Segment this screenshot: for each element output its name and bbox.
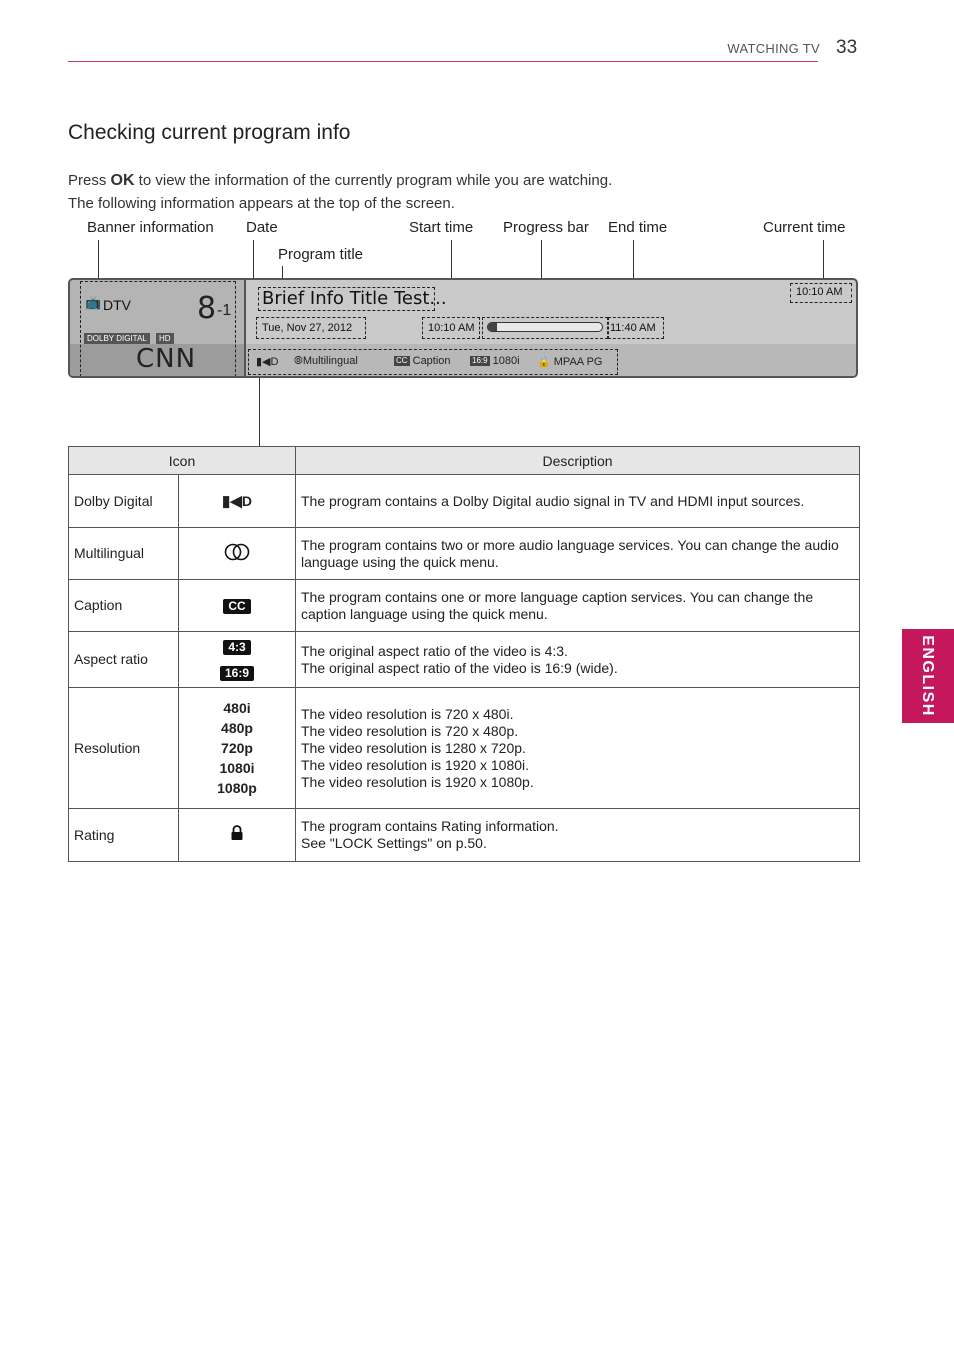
banner-divider (244, 280, 246, 376)
dolby-badge: DOLBY DIGITAL (84, 333, 150, 344)
res-480i-icon: 480i (223, 700, 251, 716)
page-number: 33 (836, 37, 858, 58)
multilingual-icon: ⦾ (294, 355, 303, 367)
end-time: 11:40 AM (610, 322, 656, 334)
header-icon: Icon (69, 447, 296, 475)
strip-dolby: ▮◀D (256, 356, 279, 368)
table-row (69, 809, 860, 862)
header-description: Description (296, 447, 860, 475)
res-1080p-icon: 1080p (217, 780, 257, 796)
row-description: The program contains one or more language caption services. You can change the caption language using the quick menu. (296, 580, 860, 632)
tv-icon: 📺 (85, 295, 102, 310)
table-row (69, 528, 860, 580)
row-description: The program contains Rating information. See "LOCK Settings" on p.50. (296, 809, 860, 862)
lock-icon: 🔒 (537, 356, 551, 368)
channel-minor: -1 (217, 302, 232, 319)
callout-progress-bar: Progress bar (503, 219, 589, 236)
callout-date: Date (246, 219, 278, 236)
current-time: 10:10 AM (796, 286, 843, 298)
progress-bar-outline (482, 317, 608, 339)
dolby-icon: ▮◀ (256, 356, 271, 368)
row-description: The program contains two or more audio language services. You can change the audio language using the quick menu. (296, 528, 860, 580)
program-title-outline (258, 287, 435, 311)
icon-strip-outline (248, 349, 618, 375)
hd-badge: HD (156, 333, 174, 344)
input-label: DTV (103, 297, 131, 313)
leader-line (98, 240, 99, 283)
cc-icon: CC (396, 356, 408, 365)
start-time: 10:10 AM (428, 322, 475, 334)
res-480p-icon: 480p (221, 720, 253, 736)
res-1080i-icon: 1080i (219, 760, 255, 776)
multilingual-icon (179, 528, 296, 580)
page-title: Checking current program info (68, 121, 351, 144)
caption-icon: CC (179, 580, 296, 632)
station-name: CNN (136, 344, 197, 374)
program-title: Brief Info Title Test... (262, 288, 447, 309)
row-description: The original aspect ratio of the video is 4:3. The original aspect ratio of the video is 16:9 (wide). (296, 632, 860, 688)
language-tab-label: ENGLISH (919, 635, 936, 717)
aspect-icon: 16:9 (472, 356, 488, 365)
section-label: WATCHING TV (727, 41, 820, 56)
strip-aspect: 16:9 1080i (472, 355, 520, 367)
callout-end-time: End time (608, 219, 668, 236)
row-description: The video resolution is 720 x 480i. The video resolution is 720 x 480p. The video resolution is 1280 x 720p. The video resolution is 1920 x 1080i. The video resolution is 1920 x 1080p. (296, 688, 860, 809)
row-name: Resolution (69, 688, 179, 809)
intro-text (68, 169, 612, 215)
table-row (69, 688, 860, 809)
row-name: Aspect ratio (69, 632, 179, 688)
strip-caption: CC Caption (396, 355, 451, 367)
resolution-icons (179, 688, 296, 809)
row-description: The program contains a Dolby Digital audio signal in TV and HDMI input sources. (296, 475, 860, 528)
leader-line (259, 372, 260, 446)
callout-banner-info: Banner information (87, 219, 214, 236)
banner-info-outline (80, 281, 236, 377)
aspect-4-3-icon: 4:3 (223, 640, 250, 655)
callout-current-time: Current time (763, 219, 846, 236)
row-name: Dolby Digital (69, 475, 179, 528)
callout-program-title: Program title (278, 246, 364, 263)
info-banner (68, 278, 858, 378)
table-row (69, 475, 860, 528)
row-name: Caption (69, 580, 179, 632)
start-time-outline (422, 317, 480, 339)
table-row (69, 632, 860, 688)
table-row (69, 580, 860, 632)
end-time-outline (608, 317, 664, 339)
icon-table (68, 446, 860, 862)
intro-line-2: The following information appears at the top of the screen. (68, 195, 455, 212)
current-time-outline (790, 283, 852, 303)
res-720p-icon: 720p (221, 740, 253, 756)
aspect-ratio-icons (179, 632, 296, 688)
row-name: Multilingual (69, 528, 179, 580)
strip-multilingual: ⦾Multilingual (294, 355, 358, 367)
header-rule (68, 61, 818, 62)
dolby-icon: ▮◀D (179, 475, 296, 528)
leader-line (823, 240, 824, 282)
ok-key: OK (110, 172, 135, 189)
date-outline (256, 317, 366, 339)
callout-start-time: Start time (409, 219, 474, 236)
lock-icon (179, 809, 296, 862)
row-name: Rating (69, 809, 179, 862)
channel-major: 8 (197, 291, 217, 326)
intro-line-1: Press OK to view the information of the currently program while you are watching. (68, 172, 613, 189)
table-header-row (69, 447, 860, 475)
aspect-16-9-icon: 16:9 (220, 666, 254, 681)
strip-rating: 🔒 MPAA PG (537, 356, 603, 368)
program-date: Tue, Nov 27, 2012 (262, 322, 353, 334)
